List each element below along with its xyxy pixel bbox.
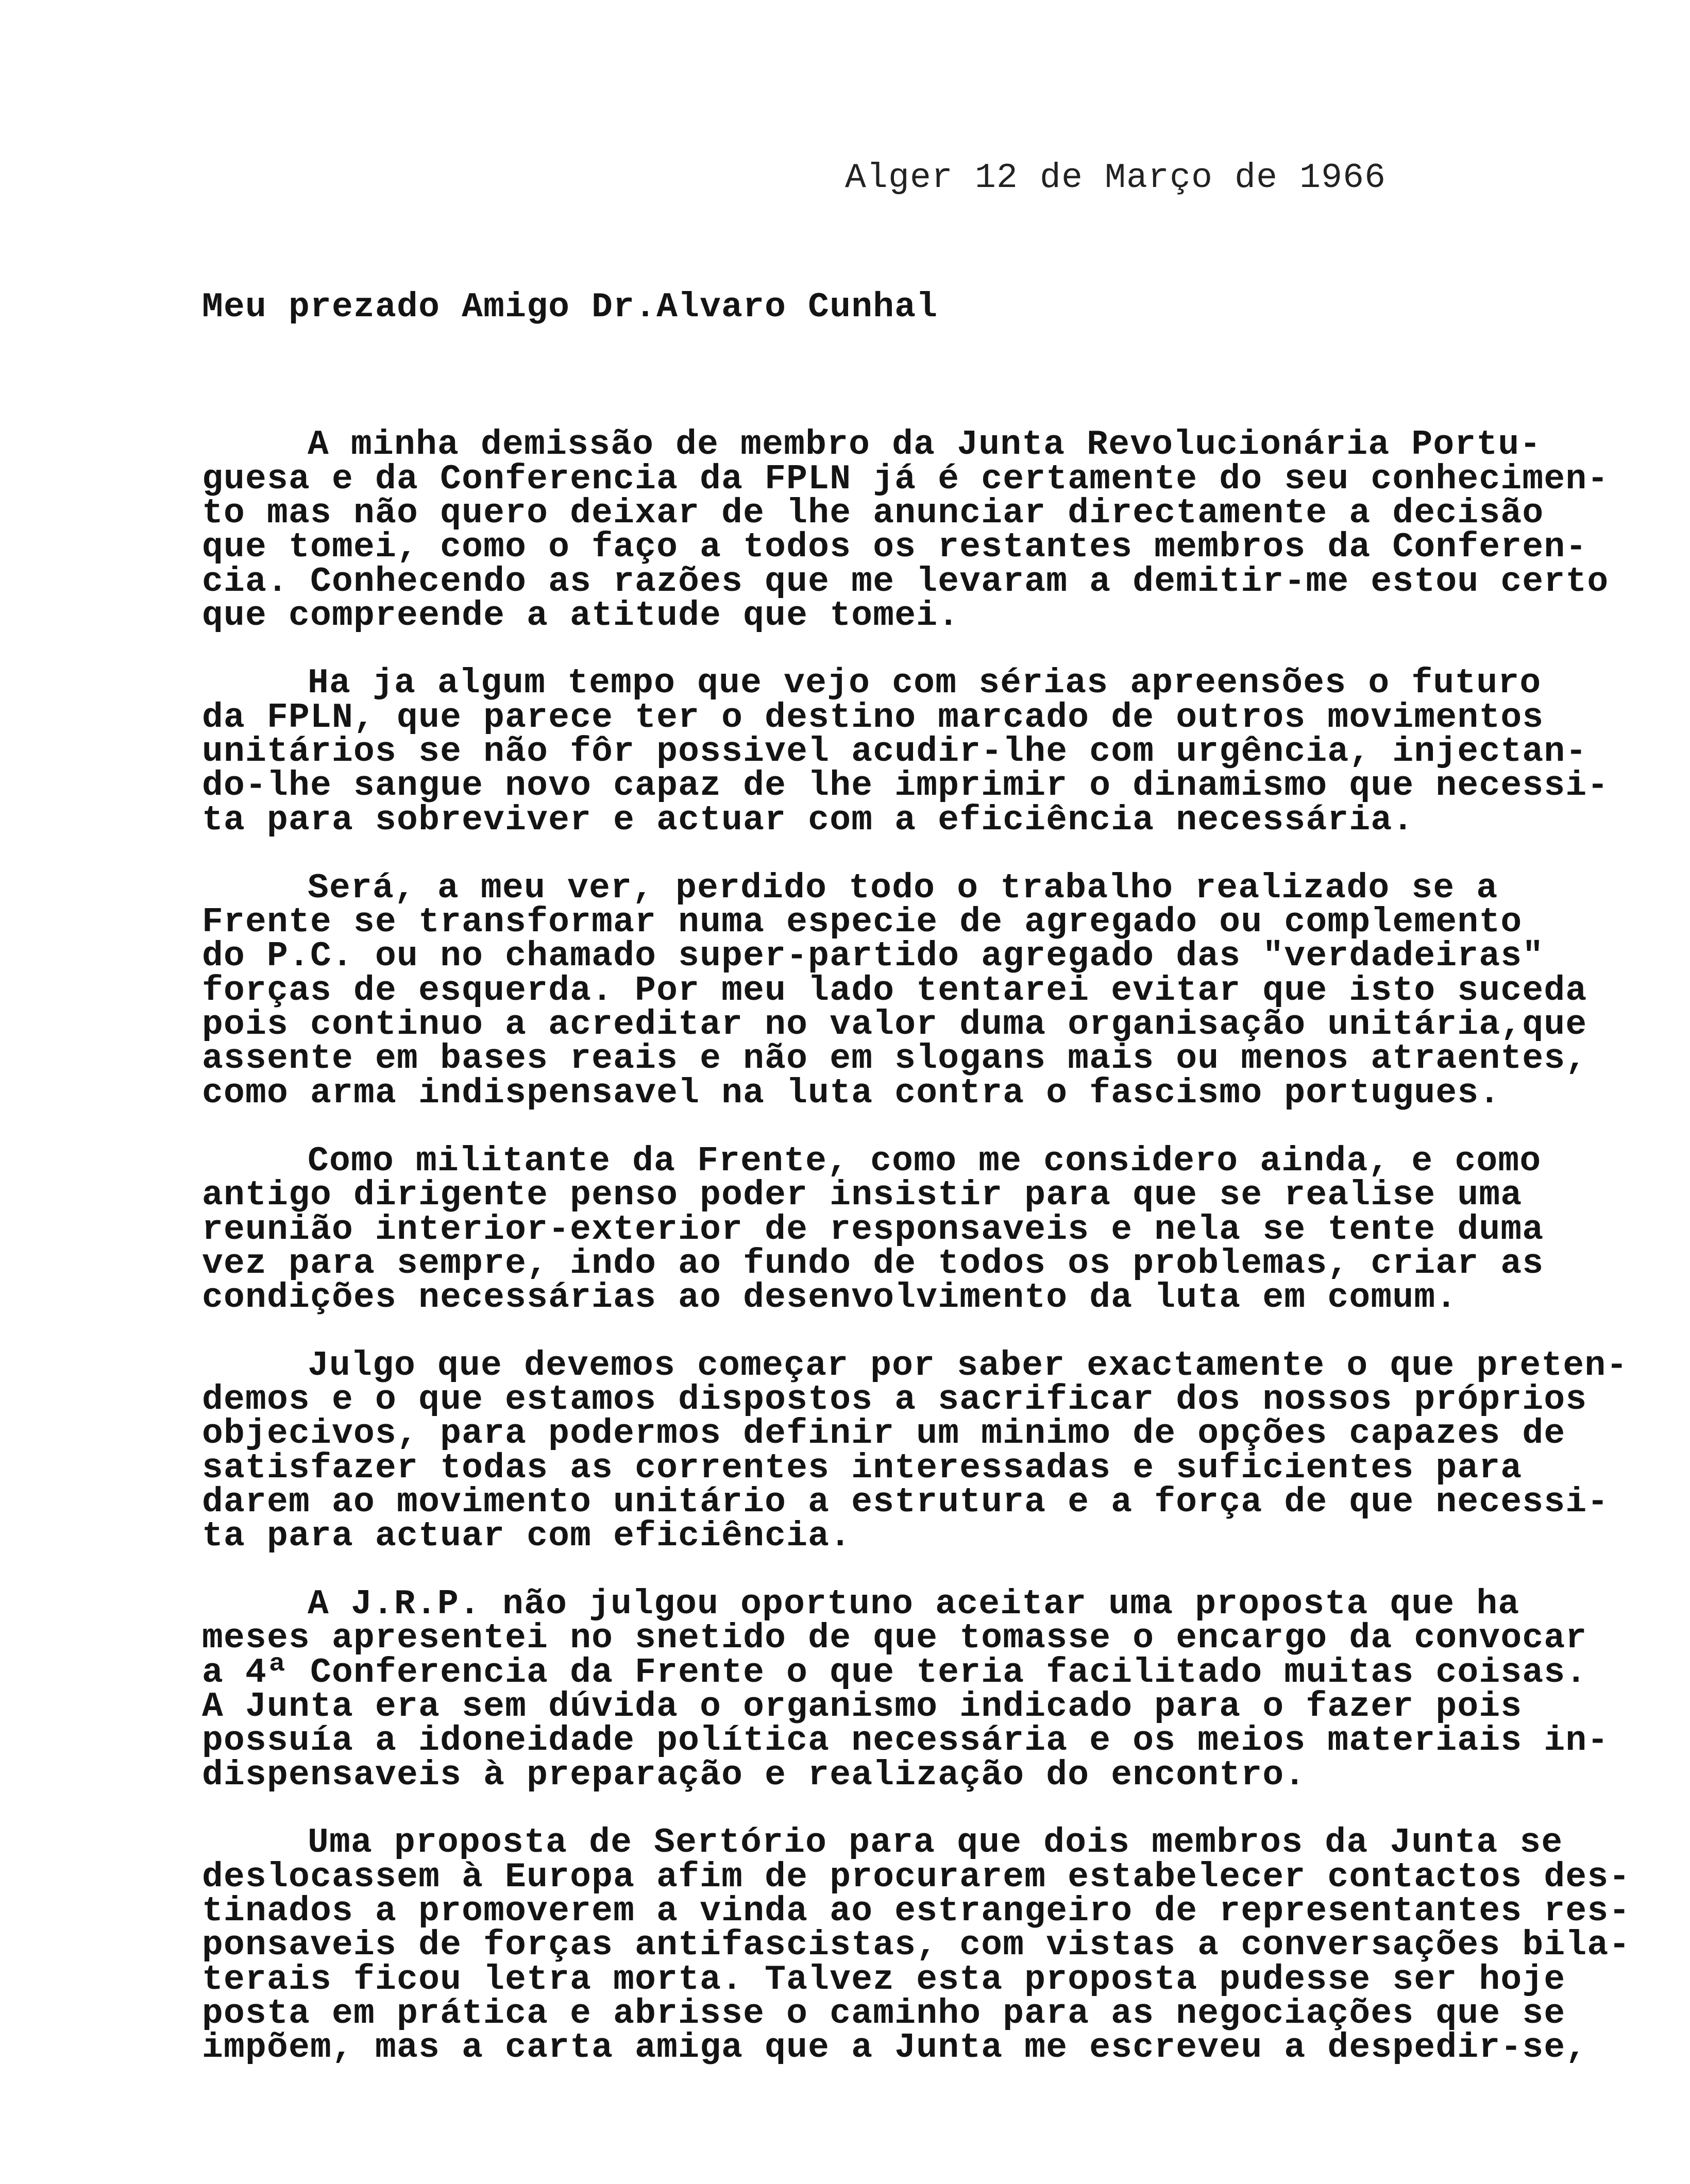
paragraph-line: A J.R.P. não julgou oportuno aceitar uma proposta que ha bbox=[308, 1584, 1520, 1624]
paragraph-line: que tomei, como o faço a todos os restantes membros da Conferen- bbox=[202, 527, 1587, 567]
paragraph-line: darem ao movimento unitário a estrutura e a força de que necessi- bbox=[202, 1482, 1609, 1522]
paragraph-line: Uma proposta de Sertório para que dois membros da Junta se bbox=[308, 1823, 1563, 1863]
paragraph-line: guesa e da Conferencia da FPLN já é certamente do seu conhecimen- bbox=[202, 459, 1609, 499]
paragraph-line: cia. Conhecendo as razões que me levaram a demitir-me estou certo bbox=[202, 562, 1609, 602]
paragraph-line: forças de esquerda. Por meu lado tentarei evitar que isto suceda bbox=[202, 971, 1587, 1011]
paragraph-line: vez para sempre, indo ao fundo de todos os problemas, criar as bbox=[202, 1244, 1544, 1284]
paragraph-line: meses apresentei no snetido de que tomasse o encargo da convocar bbox=[202, 1618, 1587, 1658]
paragraph-line: antigo dirigente penso poder insistir para que se realise uma bbox=[202, 1175, 1523, 1215]
paragraph-line: ponsaveis de forças antifascistas, com vistas a conversações bila- bbox=[202, 1925, 1631, 1965]
paragraph-line: Ha ja algum tempo que vejo com sérias apreensões o futuro bbox=[308, 663, 1542, 703]
paragraph-line: unitários se não fôr possivel acudir-lhe com urgência, injectan- bbox=[202, 732, 1587, 772]
paragraph-line: deslocassem à Europa afim de procurarem estabelecer contactos des- bbox=[202, 1857, 1631, 1897]
paragraph-line: posta em prática e abrisse o caminho para as negociações que se bbox=[202, 1994, 1566, 2034]
paragraph-line: objecivos, para podermos definir um minimo de opções capazes de bbox=[202, 1414, 1566, 1454]
paragraph-line: pois continuo a acreditar no valor duma organisação unitária,que bbox=[202, 1005, 1587, 1045]
paragraph-line: possuía a idoneidade política necessária e os meios materiais in- bbox=[202, 1721, 1609, 1761]
paragraph-line: Será, a meu ver, perdido todo o trabalho realizado se a bbox=[308, 868, 1498, 908]
paragraph-line: a 4ª Conferencia da Frente o que teria facilitado muitas coisas. bbox=[202, 1653, 1587, 1693]
paragraph-line: que compreende a atitude que tomei. bbox=[202, 596, 960, 636]
paragraph-line: como arma indispensavel na luta contra o fascismo portugues. bbox=[202, 1073, 1501, 1113]
paragraph-line: Como militante da Frente, como me considero ainda, e como bbox=[308, 1141, 1542, 1181]
paragraph-line: satisfazer todas as correntes interessadas e suficientes para bbox=[202, 1448, 1523, 1488]
paragraph-line: assente em bases reais e não em slogans mais ou menos atraentes, bbox=[202, 1039, 1587, 1079]
paragraph-line: A minha demissão de membro da Junta Revolucionária Portu- bbox=[308, 425, 1542, 465]
paragraph-line: A Junta era sem dúvida o organismo indicado para o fazer pois bbox=[202, 1687, 1523, 1727]
paragraph-line: impõem, mas a carta amiga que a Junta me escreveu a despedir-se, bbox=[202, 2028, 1587, 2068]
dateline: Alger 12 de Março de 1966 bbox=[845, 158, 1387, 198]
paragraph-line: dispensaveis à preparação e realização do encontro. bbox=[202, 1755, 1306, 1795]
paragraph-line: da FPLN, que parece ter o destino marcado de outros movimentos bbox=[202, 698, 1544, 738]
paragraph-line: Julgo que devemos começar por saber exactamente o que preten- bbox=[308, 1346, 1628, 1386]
paragraph-line: to mas não quero deixar de lhe anunciar directamente a decisão bbox=[202, 493, 1544, 533]
salutation: Meu prezado Amigo Dr.Alvaro Cunhal bbox=[202, 287, 938, 327]
paragraph-line: condições necessárias ao desenvolvimento da luta em comum. bbox=[202, 1278, 1458, 1318]
paragraph-line: ta para sobreviver e actuar com a eficiência necessária. bbox=[202, 800, 1414, 840]
paragraph-line: demos e o que estamos dispostos a sacrificar dos nossos próprios bbox=[202, 1380, 1587, 1420]
paragraph-line: terais ficou letra morta. Talvez esta proposta pudesse ser hoje bbox=[202, 1960, 1566, 2000]
paragraph-line: do P.C. ou no chamado super-partido agregado das "verdadeiras" bbox=[202, 936, 1544, 976]
paragraph-line: reunião interior-exterior de responsaveis e nela se tente duma bbox=[202, 1210, 1544, 1250]
paragraph-line: do-lhe sangue novo capaz de lhe imprimir o dinamismo que necessi- bbox=[202, 766, 1609, 806]
paragraph-line: tinados a promoverem a vinda ao estrangeiro de representantes res- bbox=[202, 1891, 1631, 1931]
paragraph-line: Frente se transformar numa especie de agregado ou complemento bbox=[202, 902, 1523, 942]
paragraph-line: ta para actuar com eficiência. bbox=[202, 1516, 852, 1556]
